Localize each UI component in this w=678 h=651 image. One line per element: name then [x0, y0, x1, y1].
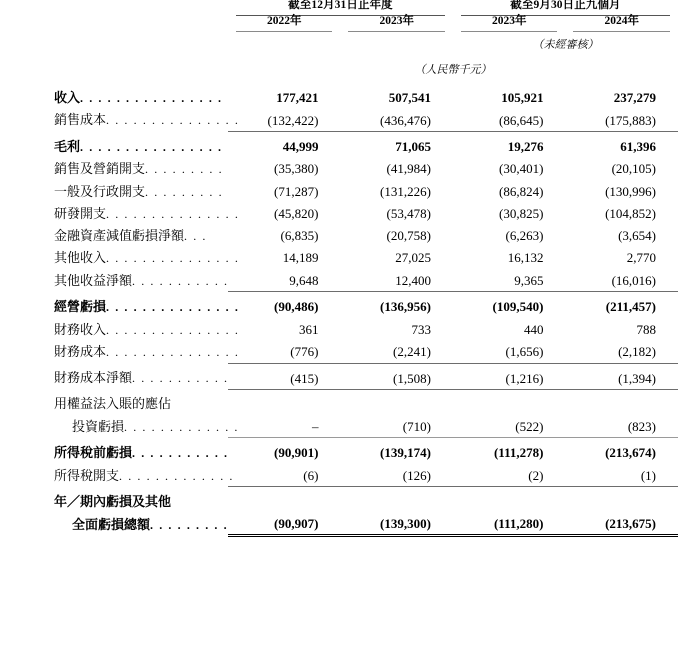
row-label-text: 其他收益淨額 — [54, 272, 133, 288]
cell-value: 237,279 — [613, 90, 656, 105]
row-label-text: 研發開支 — [54, 205, 107, 221]
table-row — [0, 181, 678, 203]
cell-value: 12,400 — [340, 270, 453, 292]
cell-value: (3,654) — [618, 228, 656, 243]
row-label — [0, 319, 240, 341]
cell-value — [565, 487, 678, 513]
row-label-text: 年／期內虧損及其他 — [54, 493, 172, 509]
cell-value: (111,280) — [453, 513, 565, 536]
header-note-row — [0, 32, 678, 54]
cell-value: 2,770 — [626, 250, 656, 266]
row-leader-dots: . . . . . . . . . . . . . . . — [106, 113, 240, 128]
cell-value: 9,648 — [228, 270, 340, 292]
cell-value: 733 — [411, 321, 431, 337]
cell-value: (86,824) — [499, 183, 544, 199]
table-row — [0, 341, 678, 363]
row-leader-dots: . . . . . . . . . . . — [132, 446, 229, 461]
cell-value: (139,300) — [340, 513, 453, 536]
cell-value: (522) — [453, 416, 565, 438]
cell-value: 440 — [523, 321, 544, 337]
row-label-text: 所得稅前虧損 — [54, 445, 133, 461]
header-group-interim — [453, 0, 678, 16]
table-row — [0, 158, 678, 180]
cell-value: (111,278) — [493, 445, 544, 461]
cell-value: (6,263) — [505, 228, 544, 243]
unaudited-note: （未經審核） — [532, 39, 599, 51]
header-unit-row — [0, 54, 678, 87]
header-note-blank-2 — [228, 32, 340, 54]
header-group-annual — [228, 0, 453, 16]
cell-value: (415) — [228, 363, 340, 389]
row-label-text: 銷售及營銷開支 — [54, 161, 146, 177]
cell-value: (109,540) — [492, 299, 544, 315]
table-row — [0, 203, 678, 225]
currency-unit-note: （人民幣千元） — [414, 64, 492, 76]
header-year-label: 2024年 — [604, 14, 639, 27]
row-label-text: 用權益法入賬的應佔 — [54, 396, 172, 412]
row-label-text: 財務成本 — [54, 343, 107, 359]
header-note-blank — [0, 32, 228, 54]
cell-value — [453, 487, 565, 513]
row-leader-dots: . . . . . . . . . . . . . . . — [106, 251, 240, 266]
cell-value: (20,105) — [611, 161, 656, 177]
cell-value: (132,422) — [228, 109, 340, 131]
table-row — [0, 465, 678, 487]
cell-value: (213,674) — [605, 445, 656, 461]
row-label — [0, 389, 228, 415]
cell-value: (1,394) — [565, 363, 678, 389]
cell-value: (90,907) — [228, 513, 340, 536]
row-label-text: 一般及行政開支 — [54, 183, 146, 199]
row-leader-dots: . . . . . . . . . . . — [132, 371, 229, 385]
cell-value: (136,956) — [380, 299, 431, 315]
row-leader-dots: . . . . . . . . . . . . . — [119, 468, 235, 483]
table-header — [0, 0, 678, 87]
row-label-text: 財務成本淨額 — [54, 370, 133, 385]
cell-value: (1) — [565, 465, 678, 487]
cell-value: (35,380) — [274, 161, 319, 177]
table-row — [0, 487, 678, 513]
row-leader-dots: . . . . . . . . . . . . . — [124, 419, 240, 434]
row-label — [0, 438, 228, 465]
header-corner-blank — [0, 0, 228, 16]
table-row — [0, 270, 678, 292]
row-label-text: 所得稅開支 — [54, 467, 120, 483]
row-label — [0, 487, 228, 513]
cell-value: (130,996) — [605, 183, 656, 199]
cell-value: (53,478) — [386, 205, 431, 221]
table-row — [0, 513, 678, 536]
cell-value: (30,825) — [499, 205, 544, 221]
row-label-text: 投資虧損 — [72, 418, 125, 434]
cell-value: (131,226) — [380, 183, 431, 199]
row-label — [0, 363, 228, 389]
table-body — [0, 87, 678, 536]
header-year-2024-interim — [565, 16, 678, 33]
cell-value: 177,421 — [276, 90, 319, 105]
row-leader-dots: . . . — [184, 229, 208, 243]
table-row — [0, 319, 678, 341]
cell-value: 19,276 — [507, 139, 544, 154]
cell-value — [565, 389, 678, 415]
row-leader-dots: . . . . . . . . . — [145, 162, 224, 177]
cell-value: (436,476) — [340, 109, 453, 131]
row-label — [0, 132, 228, 159]
cell-value: (90,486) — [274, 299, 319, 315]
cell-value: 71,065 — [395, 139, 431, 154]
row-label — [0, 270, 228, 292]
header-year-2023-interim — [453, 16, 565, 33]
table-row — [0, 87, 678, 109]
table-row — [0, 438, 678, 465]
header-year-label: 2022年 — [266, 14, 302, 27]
row-leader-dots: . . . . . . . . . . . . . . . — [106, 300, 240, 315]
cell-value: (2) — [453, 465, 565, 487]
header-year-2022-annual — [228, 16, 340, 33]
cell-value: 61,396 — [620, 139, 656, 154]
cell-value: (6) — [228, 465, 340, 487]
row-label — [0, 181, 228, 203]
cell-value: (20,758) — [386, 228, 431, 243]
cell-value — [340, 487, 453, 513]
cell-value: (1,656) — [453, 341, 565, 363]
cell-value: 14,189 — [282, 250, 319, 266]
table-row — [0, 225, 678, 247]
cell-value: – — [228, 416, 340, 438]
header-group-annual-label: 截至12月31日止年度 — [288, 0, 393, 11]
row-leader-dots: . . . . . . . . . . . — [132, 273, 229, 288]
cell-value: (16,016) — [565, 270, 678, 292]
header-year-label: 2023年 — [491, 14, 527, 27]
row-label-text: 財務收入 — [54, 321, 107, 337]
row-label — [0, 292, 240, 319]
row-label — [0, 87, 228, 109]
row-label — [0, 513, 228, 536]
cell-value: (776) — [228, 341, 340, 363]
cell-value: (71,287) — [274, 183, 319, 199]
cell-value — [340, 389, 453, 415]
header-group-interim-label: 截至9月30日止九個月 — [510, 0, 621, 11]
cell-value: 361 — [298, 321, 319, 337]
cell-value: 27,025 — [395, 250, 431, 266]
cell-value: (823) — [565, 416, 678, 438]
table-row — [0, 416, 678, 438]
cell-value: (710) — [340, 416, 453, 438]
cell-value: (211,457) — [605, 299, 656, 315]
cell-value: 9,365 — [453, 270, 565, 292]
row-label — [0, 158, 228, 180]
cell-value: (104,852) — [605, 205, 656, 221]
table-row — [0, 389, 678, 415]
cell-value: (30,401) — [499, 161, 544, 177]
cell-value: 16,132 — [507, 250, 544, 266]
cell-value: (213,675) — [565, 513, 678, 536]
row-label — [0, 247, 240, 269]
header-unit-blank — [0, 54, 228, 87]
row-label-text: 銷售成本 — [54, 112, 107, 128]
row-label — [0, 341, 240, 363]
cell-value: 44,999 — [282, 139, 319, 154]
cell-value: (139,174) — [380, 445, 431, 461]
row-leader-dots: . . . . . . . . . . . . . . . — [106, 322, 240, 337]
row-leader-dots: . . . . . . . . . . . . . . . — [106, 344, 240, 359]
cell-value: (86,645) — [453, 109, 565, 131]
row-leader-dots: . . . . . . . . . — [145, 184, 224, 199]
cell-value: (2,182) — [565, 341, 678, 363]
cell-value: (41,984) — [386, 161, 431, 177]
row-leader-dots: . . . . . . . . . . . . . . . . — [80, 91, 223, 105]
row-leader-dots: . . . . . . . . . . . . . . . — [106, 206, 240, 221]
cell-value: (45,820) — [274, 205, 319, 221]
row-label — [0, 465, 235, 487]
row-leader-dots: . . . . . . . . . . . . . . . . — [80, 140, 223, 154]
cell-value: (90,901) — [274, 445, 319, 461]
cell-value: (2,241) — [340, 341, 453, 363]
header-year-blank — [0, 16, 228, 33]
row-label — [0, 225, 228, 247]
cell-value — [453, 389, 565, 415]
cell-value — [228, 487, 340, 513]
row-label-text: 金融資產減值虧損淨額 — [54, 228, 185, 243]
cell-value: 105,921 — [501, 90, 544, 105]
row-leader-dots: . . . . . . . . . — [150, 517, 229, 532]
cell-value: (126) — [340, 465, 453, 487]
row-label-text: 收入 — [54, 90, 81, 105]
table-row — [0, 132, 678, 159]
header-year-2023-annual — [340, 16, 453, 33]
row-label — [0, 109, 240, 131]
header-year-label: 2023年 — [379, 14, 414, 27]
row-label — [0, 203, 240, 225]
table-row — [0, 109, 678, 131]
table-row — [0, 247, 678, 269]
cell-value: (6,835) — [280, 228, 319, 243]
table-row — [0, 363, 678, 389]
row-label-text: 毛利 — [54, 139, 81, 154]
cell-value: 788 — [636, 321, 656, 337]
header-group-row — [0, 0, 678, 16]
cell-value: (175,883) — [565, 109, 678, 131]
row-label-text: 其他收入 — [54, 250, 107, 266]
row-label-text: 全面虧損總額 — [72, 516, 151, 532]
cell-value — [228, 389, 340, 415]
row-label — [0, 416, 240, 438]
row-label-text: 經營虧損 — [54, 299, 107, 315]
header-note-blank-3 — [340, 32, 453, 54]
cell-value: (1,508) — [340, 363, 453, 389]
table-row — [0, 292, 678, 319]
cell-value: (1,216) — [453, 363, 565, 389]
cell-value: 507,541 — [388, 90, 431, 105]
header-year-row — [0, 16, 678, 33]
